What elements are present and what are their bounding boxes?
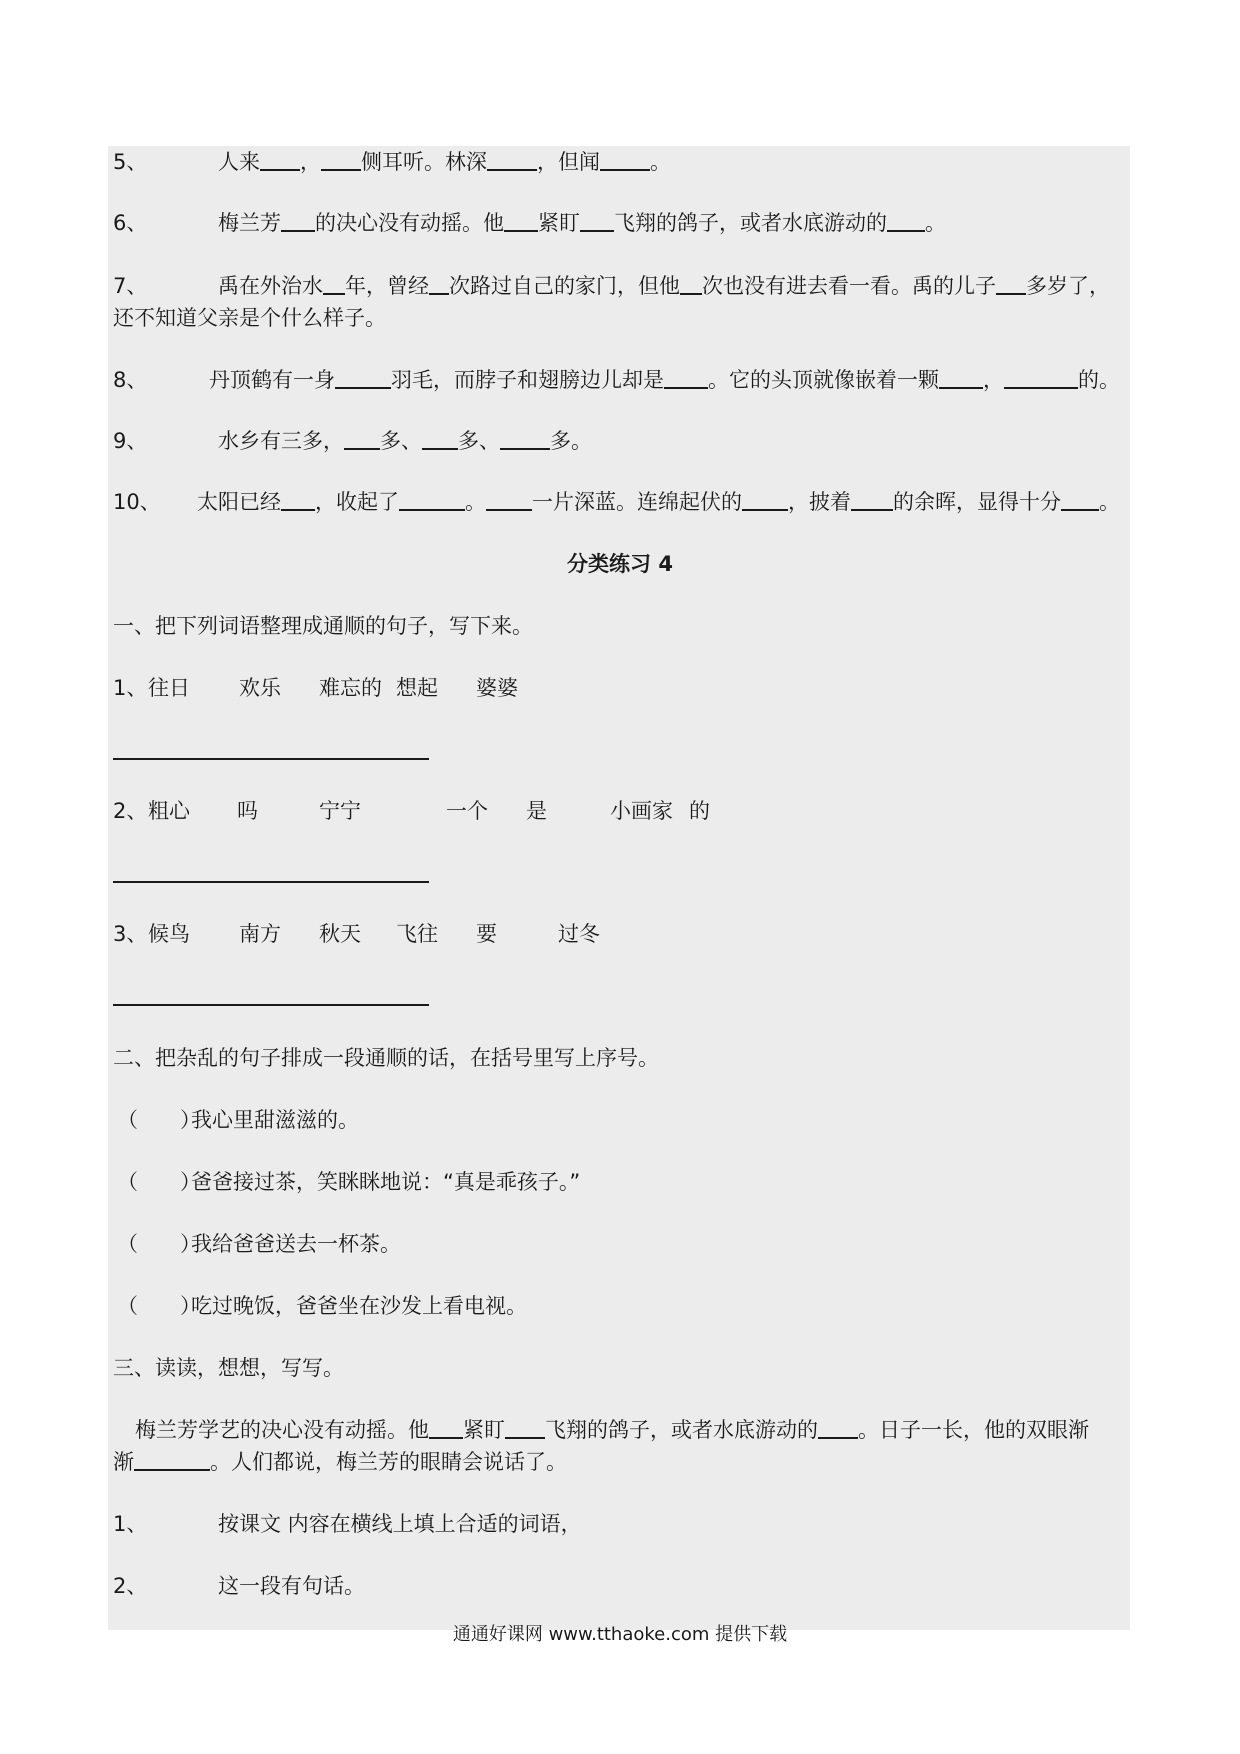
passage-line-2: 渐 。人们都说，梅兰芳的眼睛会说话了。 — [113, 1446, 1128, 1478]
blank[interactable] — [887, 208, 925, 232]
blank[interactable] — [996, 271, 1026, 295]
blank[interactable] — [851, 487, 893, 511]
blank[interactable] — [487, 147, 537, 171]
page-footer: 通通好课网 www.tthaoke.com 提供下载 — [452, 1624, 788, 1645]
item-number: 3、 — [113, 922, 148, 946]
answer-bracket[interactable]: （ ） — [117, 1294, 201, 1318]
answer-bracket[interactable]: （ ） — [117, 1170, 201, 1194]
question-number: 2、 — [113, 1574, 148, 1598]
question-number: 5、 — [113, 150, 148, 174]
blank[interactable] — [335, 365, 391, 389]
answer-line[interactable] — [113, 1004, 429, 1006]
word: 宁宁 — [319, 799, 361, 823]
item-number: 1、 — [113, 676, 148, 700]
blank[interactable] — [422, 426, 458, 450]
question-number: 1、 — [113, 1512, 148, 1536]
blank[interactable] — [1004, 365, 1078, 389]
word: 过冬 — [558, 922, 600, 946]
blank[interactable] — [505, 1415, 545, 1439]
answer-line[interactable] — [113, 881, 429, 883]
sentence: 吃过晚饭，爸爸坐在沙发上看电视。 — [191, 1294, 527, 1318]
blank[interactable] — [818, 1415, 858, 1439]
word: 飞往 — [396, 922, 438, 946]
word: 一个 — [446, 799, 488, 823]
blank[interactable] — [260, 147, 300, 171]
question-number: 10、 — [113, 490, 161, 514]
word: 候鸟 — [148, 922, 190, 946]
blank[interactable] — [344, 426, 380, 450]
blank[interactable] — [429, 271, 449, 295]
word: 的 — [689, 799, 710, 823]
blank[interactable] — [323, 271, 345, 295]
question-number: 6、 — [113, 211, 148, 235]
word: 吗 — [237, 799, 258, 823]
sentence: 我心里甜滋滋的。 — [191, 1108, 359, 1132]
word: 粗心 — [148, 799, 190, 823]
sentence: 我给爸爸送去一杯茶。 — [191, 1232, 401, 1256]
blank[interactable] — [580, 208, 614, 232]
blank[interactable] — [281, 487, 315, 511]
fill-blank-question-7-continuation: 还不知道父亲是个什么样子。 — [113, 306, 386, 330]
blank[interactable] — [281, 208, 315, 232]
part2-heading: 二、把杂乱的句子排成一段通顺的话，在括号里写上序号。 — [113, 1046, 659, 1070]
question-text: 按课文 内容在横线上填上合适的词语， — [218, 1512, 582, 1536]
blank[interactable] — [742, 487, 788, 511]
word: 难忘的 — [319, 676, 382, 700]
blank[interactable] — [500, 426, 550, 450]
blank[interactable] — [486, 487, 532, 511]
blank[interactable] — [680, 271, 702, 295]
blank[interactable] — [1061, 487, 1099, 511]
word: 要 — [476, 922, 497, 946]
part3-heading: 三、读读，想想，写写。 — [113, 1356, 344, 1380]
word: 秋天 — [319, 922, 361, 946]
word: 是 — [526, 799, 547, 823]
answer-bracket[interactable]: （ ） — [117, 1232, 201, 1256]
word: 南方 — [239, 922, 281, 946]
question-number: 7、 — [113, 274, 148, 298]
part1-heading: 一、把下列词语整理成通顺的句子，写下来。 — [113, 614, 533, 638]
blank[interactable] — [664, 365, 708, 389]
blank[interactable] — [600, 147, 650, 171]
question-number: 9、 — [113, 429, 148, 453]
sentence: 爸爸接过茶，笑眯眯地说：“真是乖孩子。” — [191, 1170, 581, 1194]
word: 往日 — [148, 676, 190, 700]
answer-bracket[interactable]: （ ） — [117, 1108, 201, 1132]
item-number: 2、 — [113, 799, 148, 823]
blank[interactable] — [321, 147, 361, 171]
blank[interactable] — [134, 1447, 210, 1471]
blank[interactable] — [399, 487, 465, 511]
word: 想起 — [396, 676, 438, 700]
word: 婆婆 — [476, 676, 518, 700]
question-text: 这一段有句话。 — [218, 1574, 365, 1598]
blank[interactable] — [429, 1415, 463, 1439]
blank[interactable] — [504, 208, 538, 232]
blank[interactable] — [939, 365, 983, 389]
section-title: 分类练习 4 — [567, 552, 673, 576]
answer-line[interactable] — [113, 758, 429, 760]
question-number: 8、 — [113, 368, 148, 392]
word: 欢乐 — [239, 676, 281, 700]
word: 小画家 — [610, 799, 673, 823]
